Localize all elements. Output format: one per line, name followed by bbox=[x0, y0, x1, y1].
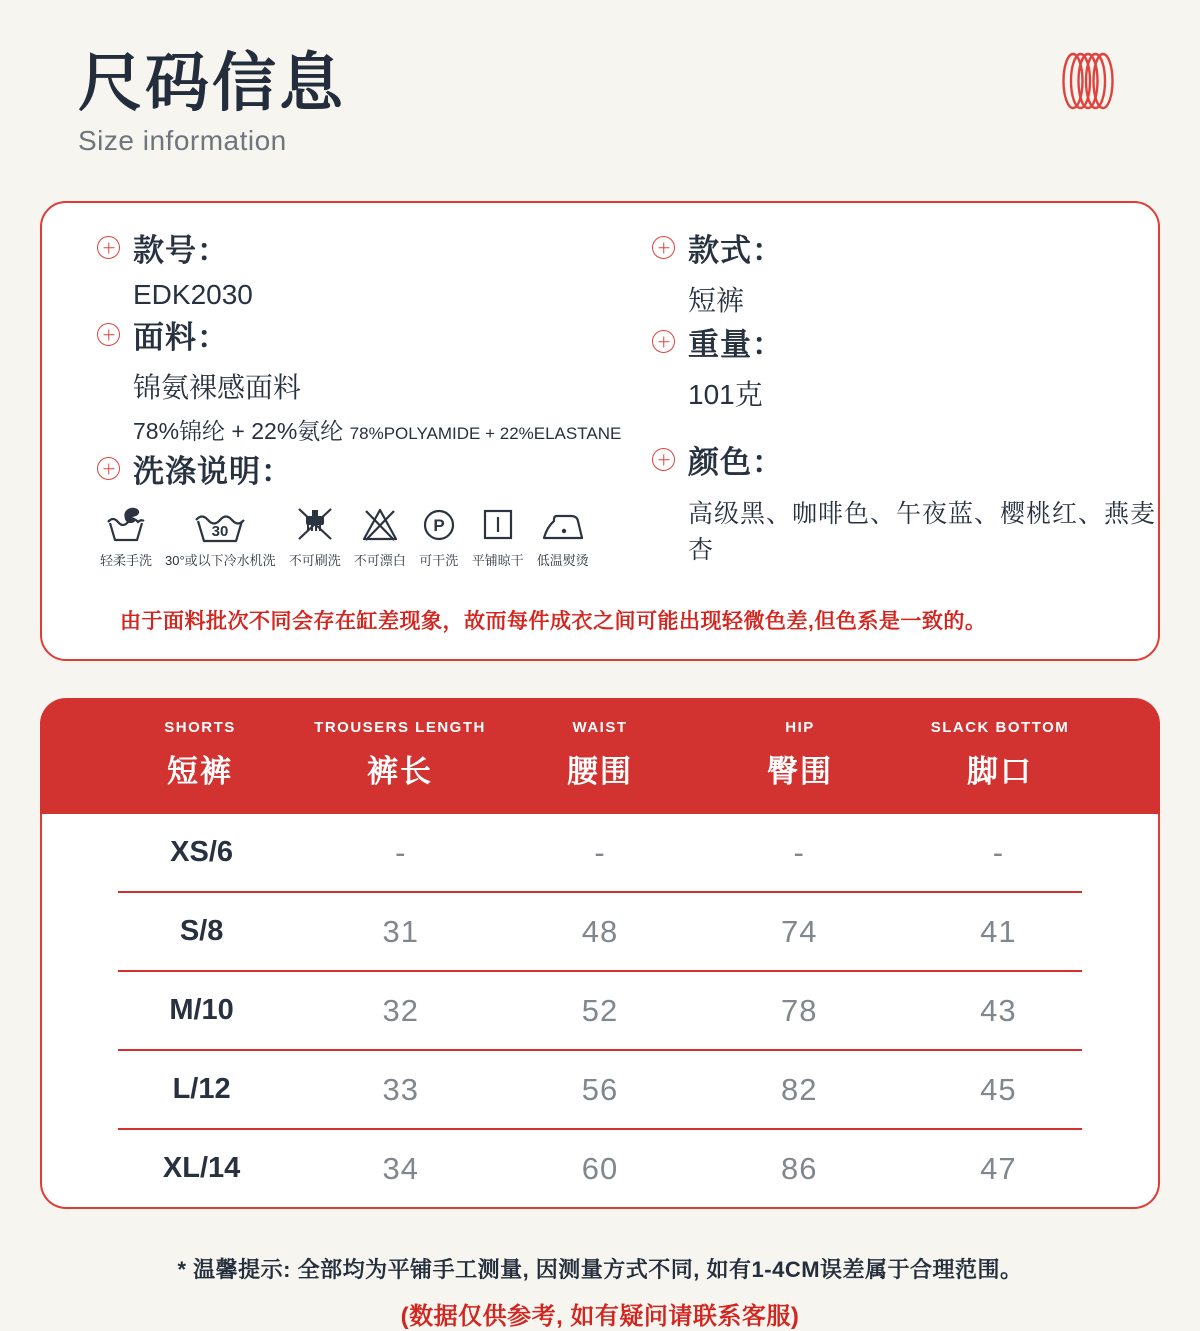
plus-bullet-icon bbox=[97, 323, 120, 346]
plus-bullet-icon bbox=[652, 330, 675, 353]
brand-coil-logo-icon bbox=[1062, 50, 1114, 117]
plus-bullet-icon bbox=[652, 236, 675, 259]
wash-label: 洗涤说明： bbox=[133, 454, 293, 490]
wash-item-label: 不可刷洗 bbox=[288, 553, 341, 569]
plus-bullet-icon bbox=[97, 457, 120, 480]
table-row-xs: XS/6 - - - - bbox=[170, 834, 1005, 870]
info-item-fabric bbox=[97, 312, 652, 446]
style-label: 款式： bbox=[688, 233, 784, 269]
info-item-weight bbox=[652, 319, 1158, 437]
drip-dry-icon bbox=[478, 503, 518, 545]
no-scrub-icon bbox=[293, 503, 337, 545]
wash-item-iron-low bbox=[537, 503, 589, 569]
hand-wash-icon bbox=[104, 503, 148, 545]
wash-item-label: 轻柔手洗 bbox=[100, 553, 153, 569]
color-label: 颜色： bbox=[688, 445, 784, 481]
column-header-hip: HIP 臀围 bbox=[767, 719, 833, 790]
table-row-s: S/8 31 48 74 41 bbox=[179, 913, 1017, 949]
fabric-value: 锦氨裸感面料 bbox=[133, 372, 302, 404]
fabric-composition bbox=[133, 413, 652, 446]
table-row-m: M/10 32 52 78 43 bbox=[169, 992, 1017, 1028]
plus-bullet-icon bbox=[652, 448, 675, 471]
table-row-xl: XL/14 34 60 86 47 bbox=[162, 1150, 1017, 1186]
weight-value: 101克 bbox=[688, 379, 763, 411]
fabric-label: 面料： bbox=[133, 320, 229, 356]
info-item-color bbox=[652, 437, 1158, 566]
size-table-header bbox=[40, 698, 1160, 814]
info-item-style bbox=[652, 225, 1158, 319]
wash-item-label: 不可漂白 bbox=[353, 553, 406, 569]
weight-label: 重量： bbox=[688, 327, 784, 363]
svg-text:P: P bbox=[433, 516, 445, 536]
wash-item-label: 可干洗 bbox=[419, 553, 459, 569]
wash-icons-row bbox=[100, 503, 652, 569]
fabric-composition-en: 78%POLYAMIDE + 22%ELASTANE bbox=[349, 424, 622, 444]
iron-low-icon bbox=[540, 503, 586, 545]
info-item-wash bbox=[97, 446, 652, 569]
info-right-column bbox=[652, 225, 1158, 569]
reference-note: (数据仅供参考, 如有疑问请联系客服) bbox=[400, 1303, 800, 1331]
fabric-batch-note: 由于面料批次不同会存在缸差现象，故而每件成衣之间可能出现轻微色差,但色系是一致的。 bbox=[120, 610, 987, 634]
model-label: 款号： bbox=[133, 233, 229, 269]
page-title: 尺码信息 bbox=[78, 47, 346, 119]
wash-item-label: 30°或以下冷水机洗 bbox=[165, 553, 276, 569]
product-info-card bbox=[40, 201, 1160, 661]
style-value: 短裤 bbox=[688, 285, 745, 317]
wash-item-drip-dry bbox=[472, 503, 524, 569]
fabric-composition-cn: 78%锦纶 + 22%氨纶 bbox=[133, 418, 344, 445]
column-header-waist: WAIST 腰围 bbox=[567, 719, 633, 790]
column-header-shorts: SHORTS 短裤 bbox=[164, 719, 236, 790]
model-value: EDK2030 bbox=[133, 279, 253, 311]
table-row-l: L/12 33 56 82 45 bbox=[172, 1071, 1017, 1107]
wash-item-label: 低温熨烫 bbox=[536, 553, 589, 569]
column-header-trousers-length: TROUSERS LENGTH 裤长 bbox=[314, 719, 486, 790]
dry-clean-p-icon bbox=[419, 503, 459, 545]
info-item-model bbox=[97, 225, 652, 312]
page-subtitle: Size information bbox=[78, 125, 287, 157]
wash-item-wash-30 bbox=[165, 503, 276, 569]
wash-item-dry-clean bbox=[419, 503, 459, 569]
svg-text:30: 30 bbox=[212, 523, 229, 541]
column-header-slack-bottom: SLACK BOTTOM 脚口 bbox=[930, 719, 1070, 790]
wash-item-no-scrub bbox=[289, 503, 341, 569]
plus-bullet-icon bbox=[97, 236, 120, 259]
no-bleach-icon bbox=[358, 503, 402, 545]
color-value: 高级黑、咖啡色、午夜蓝、樱桃红、燕麦杏 bbox=[688, 500, 1157, 565]
info-left-column bbox=[97, 225, 652, 569]
wash-30-icon bbox=[192, 503, 248, 545]
size-table-body bbox=[40, 814, 1160, 1209]
wash-item-label: 平铺晾干 bbox=[471, 553, 524, 569]
wash-item-no-bleach bbox=[354, 503, 406, 569]
size-table bbox=[40, 698, 1160, 1209]
page-header bbox=[0, 0, 1200, 157]
measurement-tip-note: * 温馨提示: 全部均为平铺手工测量, 因测量方式不同, 如有1-4CM误差属于合理范围。 bbox=[177, 1257, 1023, 1283]
wash-item-hand-wash bbox=[100, 503, 152, 569]
